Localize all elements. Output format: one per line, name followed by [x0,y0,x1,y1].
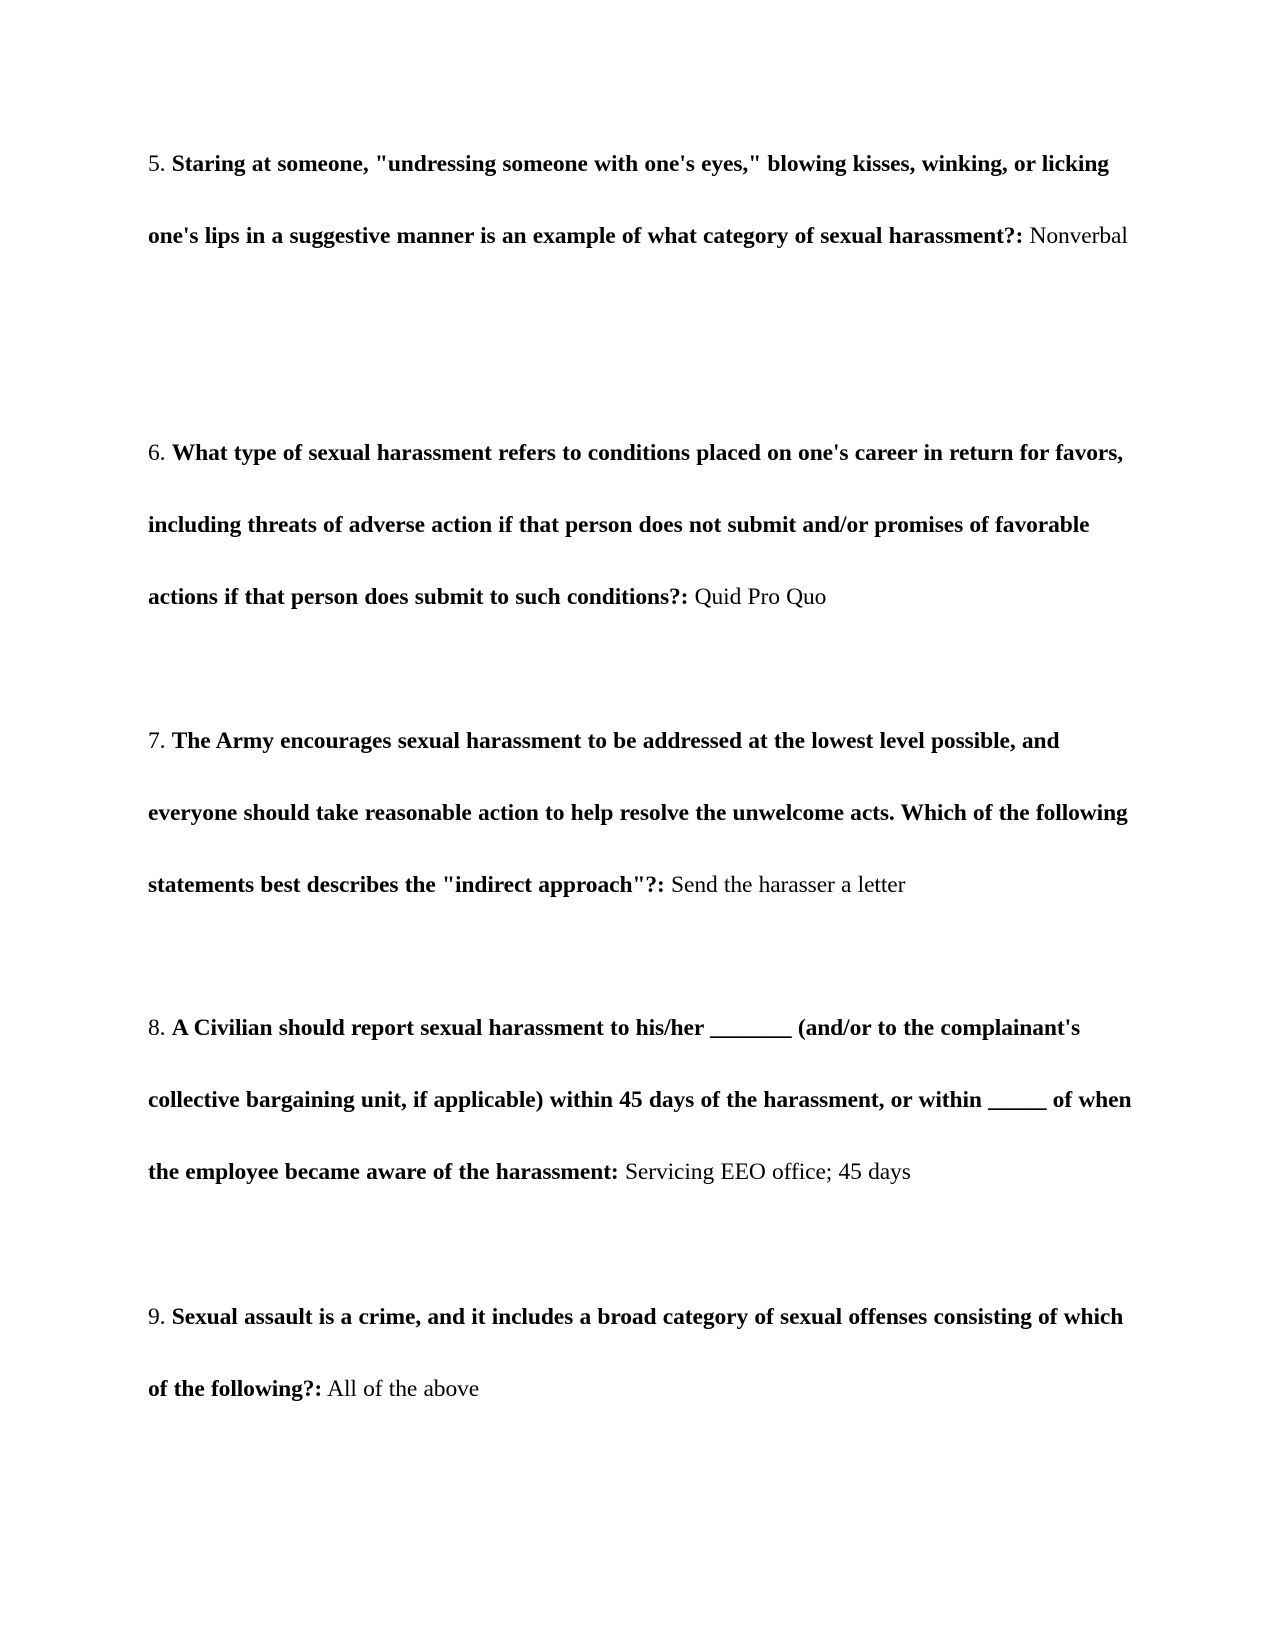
qa-item-9 [148,1281,1133,1425]
question-text: Sexual assault is a crime, and it includes a broad category of sexual offenses consisting of which of the following?: [148,1304,1124,1402]
answer-text: Send the harasser a letter [671,872,906,898]
qa-item-6 [148,417,1133,633]
qa-item-8 [148,992,1133,1208]
qa-item-7 [148,705,1133,921]
question-text: The Army encourages sexual harassment to be addressed at the lowest level possible, and everyone should take reasonable action to help resolve the unwelcome acts. Which of the following statements best describes the "indirect approach"?: [148,728,1128,898]
question-number: 9. [148,1304,166,1330]
answer-text: Quid Pro Quo [694,584,827,610]
answer-text: Nonverbal [1029,223,1128,249]
question-text: Staring at someone, "undressing someone with one's eyes," blowing kisses, winking, or licking one's lips in a suggestive manner is an example of what category of sexual harassment?: [148,151,1109,249]
qa-item-5 [148,128,1133,272]
question-number: 6. [148,440,166,466]
question-text: What type of sexual harassment refers to conditions placed on one's career in return for favors, including threats of adverse action if that person does not submit and/or promises of favorable actions if that person does submit to such conditions?: [148,440,1124,610]
answer-text: Servicing EEO office; 45 days [624,1159,911,1185]
question-number: 8. [148,1015,166,1041]
question-number: 5. [148,151,166,177]
answer-text: All of the above [327,1376,480,1402]
question-text: A Civilian should report sexual harassment to his/her _______ (and/or to the complainant's collective bargaining unit, if applicable) within 45 days of the harassment, or within _____ of when the employee became aware of the harassment: [148,1015,1132,1185]
question-number: 7. [148,728,166,754]
